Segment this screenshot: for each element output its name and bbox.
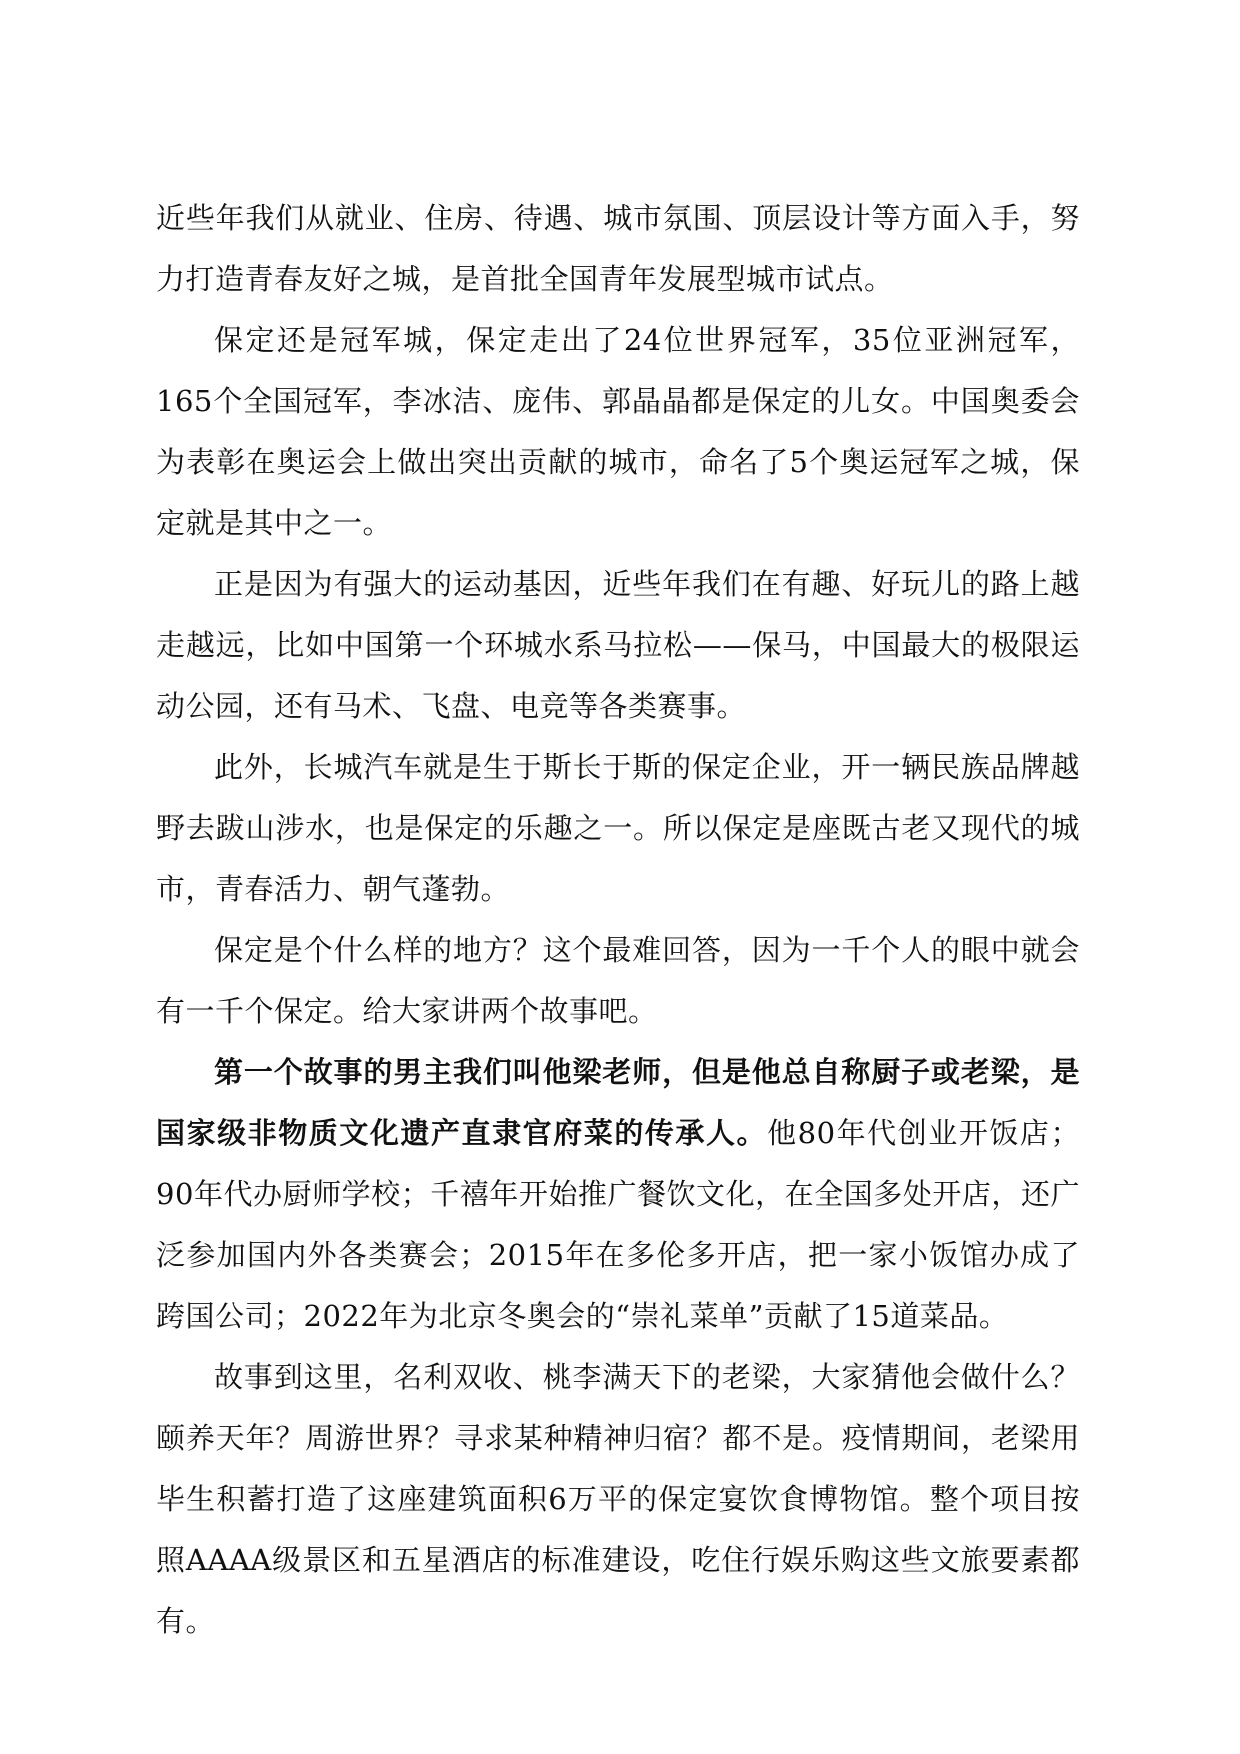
paragraph-what-is-baoding [156,920,1080,1042]
paragraph-text: 近些年我们从就业、住房、待遇、城市氛围、顶层设计等方面入手，努力打造青春友好之城，是首批全国青年发展型城市试点。 [156,201,1080,296]
paragraph-text: 正是因为有强大的运动基因，近些年我们在有趣、好玩儿的路上越走越远，比如中国第一个环城水系马拉松——保马，中国最大的极限运动公园，还有马术、飞盘、电竞等各类赛事。 [156,567,1080,723]
paragraph-text: 此外，长城汽车就是生于斯长于斯的保定企业，开一辆民族品牌越野去跋山涉水，也是保定的乐趣之一。所以保定是座既古老又现代的城市，青春活力、朝气蓬勃。 [156,750,1080,906]
paragraph-text: 故事到这里，名利双收、桃李满天下的老梁，大家猜他会做什么？颐养天年？周游世界？寻求某种精神归宿？都不是。疫情期间，老梁用毕生积蓄打造了这座建筑面积6万平的保定宴饮食博物馆。整个项目按照AAAA级景区和五星酒店的标准建设，吃住行娱乐购这些文旅要素都有。 [156,1360,1080,1638]
paragraph-champion-city [156,310,1080,554]
paragraph-text: 保定是个什么样的地方？这个最难回答，因为一千个人的眼中就会有一千个保定。给大家讲两个故事吧。 [156,933,1080,1028]
paragraph-first-story [156,1042,1080,1347]
paragraph-bold-lead: 第一个故事的男主我们叫他梁老师，但是他总自称厨子或老梁，是国家级非物质文化遗产直隶官府菜的传承人。 [156,1055,1080,1150]
paragraph-text: 保定还是冠军城，保定走出了24位世界冠军，35位亚洲冠军，165个全国冠军，李冰洁、庞伟、郭晶晶都是保定的儿女。中国奥委会为表彰在奥运会上做出突出贡献的城市，命名了5个奥运冠军之城，保定就是其中之一。 [156,323,1080,540]
paragraph-great-wall-motor [156,737,1080,920]
paragraph-food-museum [156,1347,1080,1652]
paragraph-sports-gene [156,554,1080,737]
paragraph-youth-city [156,188,1080,310]
document-body [156,188,1080,1652]
paragraph-text: 他80年代创业开饭店；90年代办厨师学校；千禧年开始推广餐饮文化，在全国多处开店，还广泛参加国内外各类赛会；2015年在多伦多开店，把一家小饭馆办成了跨国公司；2022年为北京冬奥会的“崇礼菜单”贡献了15道菜品。 [156,1116,1080,1333]
